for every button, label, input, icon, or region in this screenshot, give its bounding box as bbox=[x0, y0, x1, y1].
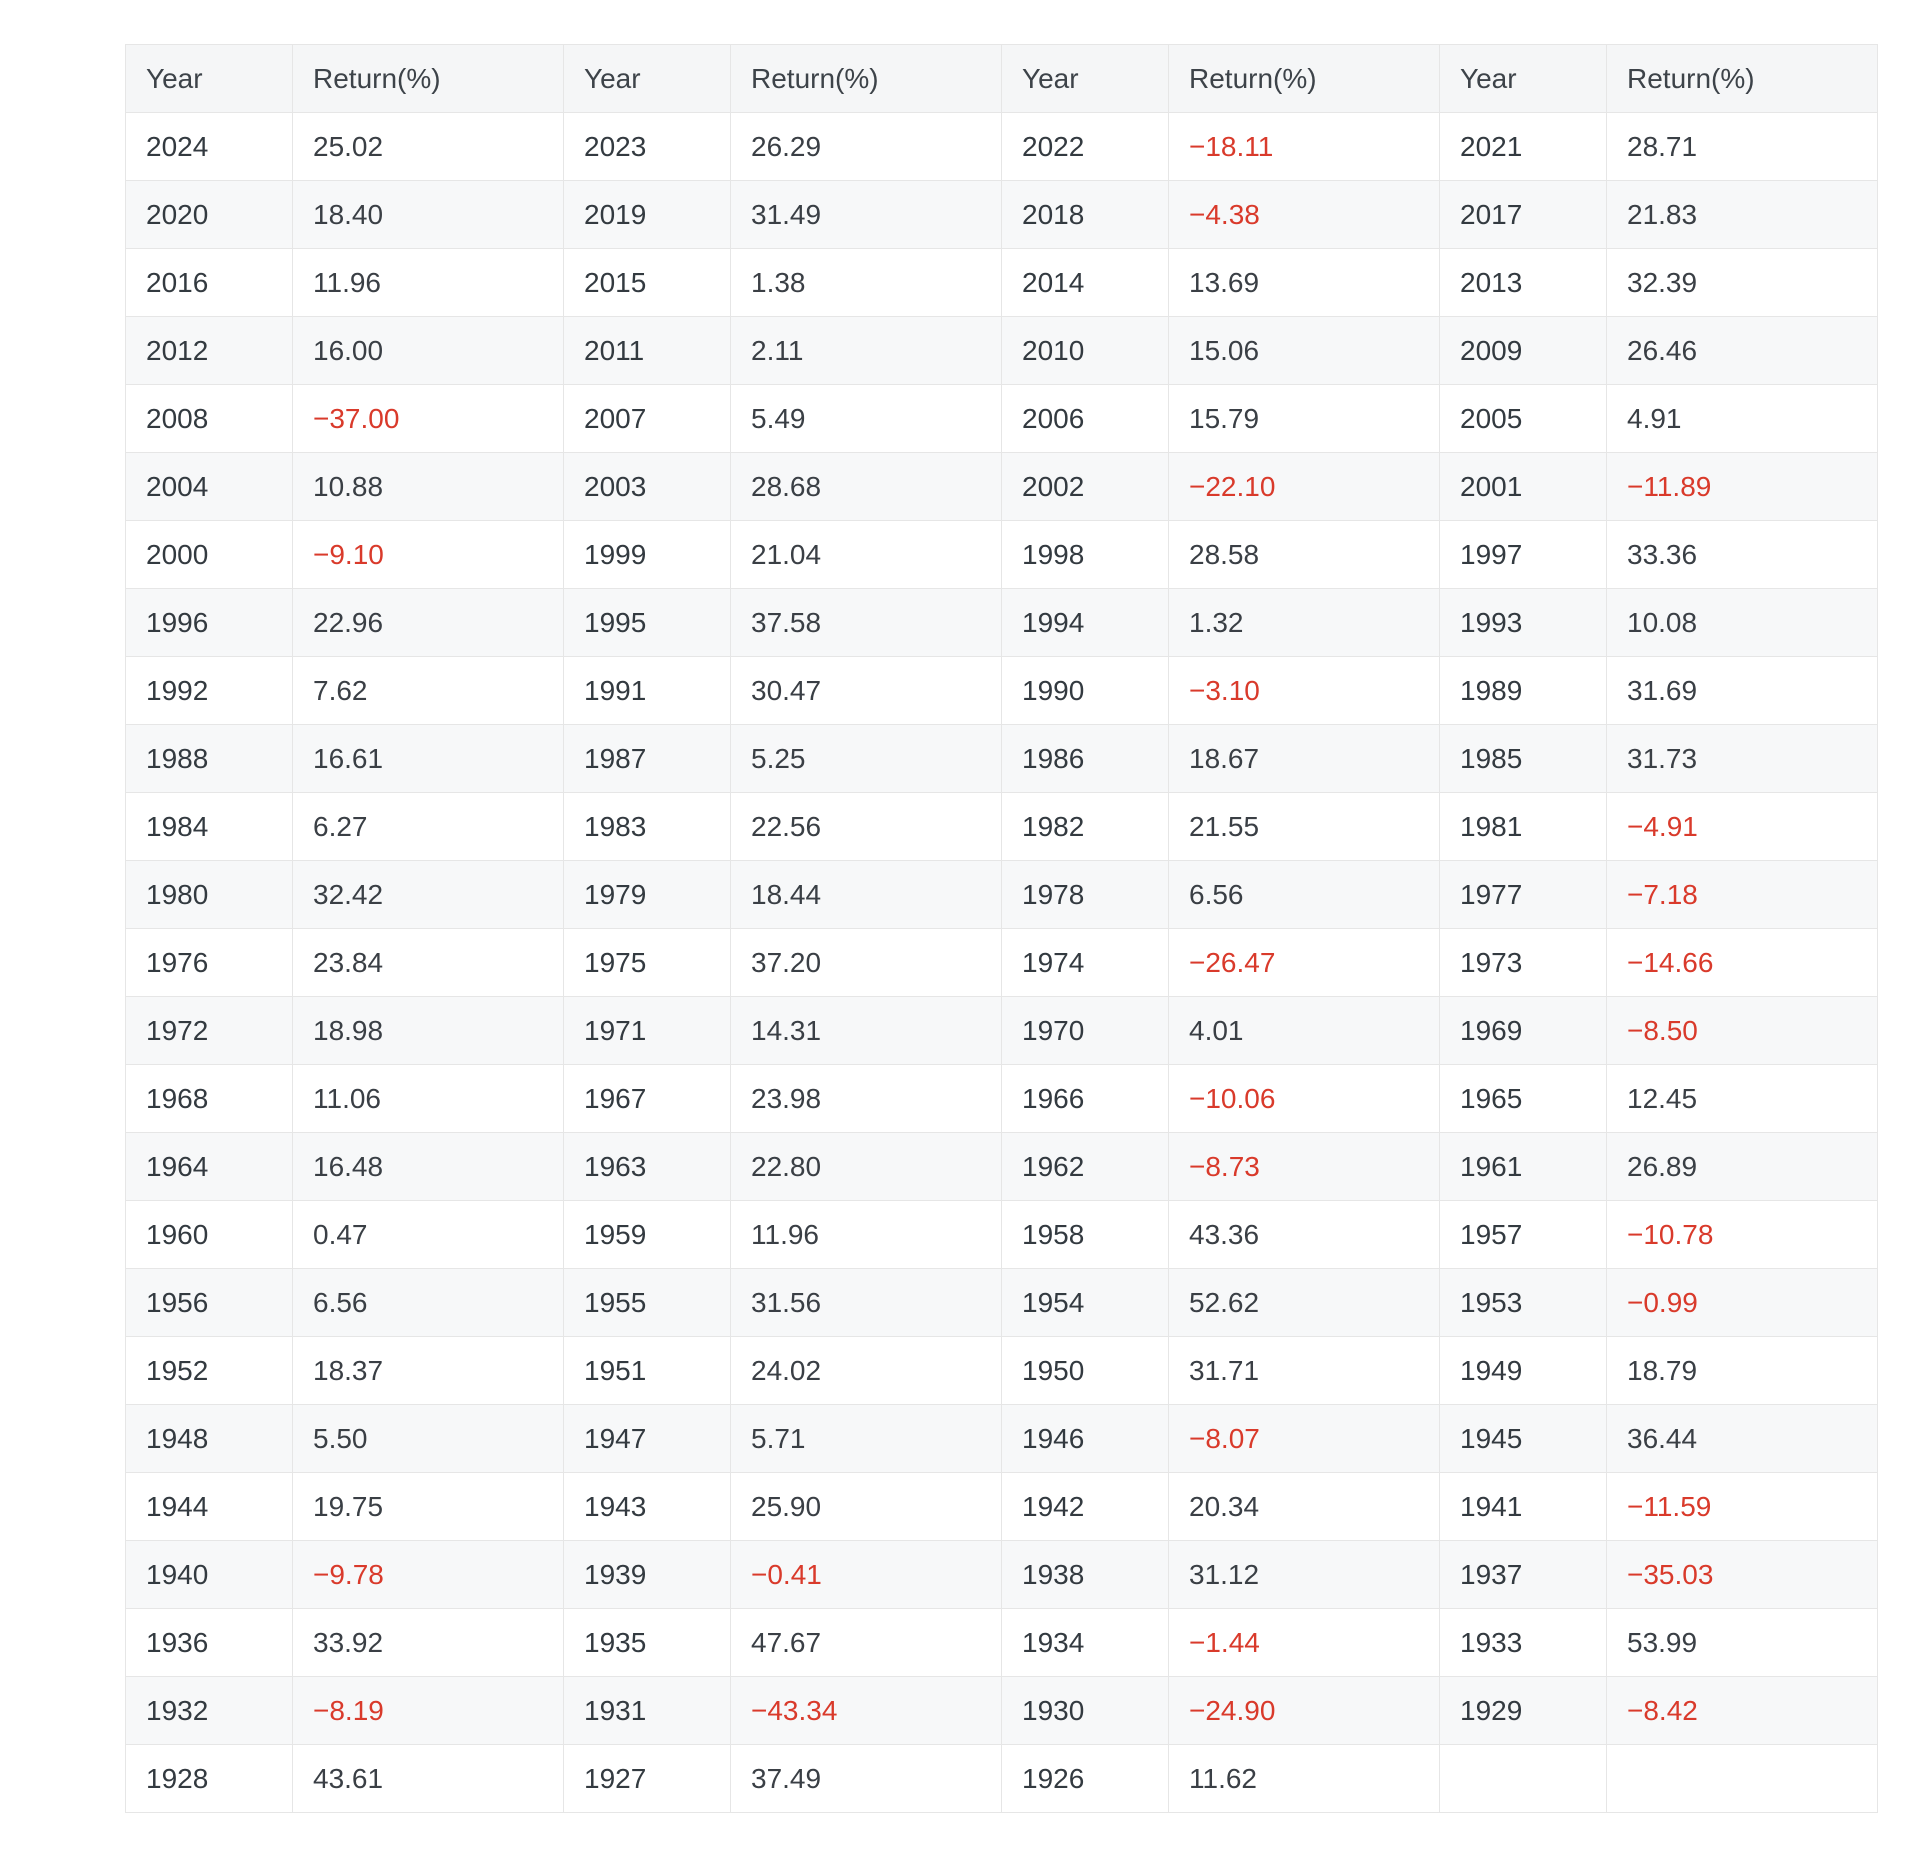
table-row bbox=[126, 1337, 1878, 1405]
return-cell: 37.49 bbox=[731, 1745, 1002, 1813]
return-cell: −9.10 bbox=[293, 521, 564, 589]
return-cell: 11.96 bbox=[293, 249, 564, 317]
header-row bbox=[126, 45, 1878, 113]
table-header bbox=[126, 45, 1878, 113]
return-cell: 31.69 bbox=[1607, 657, 1878, 725]
return-cell: 37.20 bbox=[731, 929, 1002, 997]
year-cell: 1996 bbox=[126, 589, 293, 657]
return-cell: −8.19 bbox=[293, 1677, 564, 1745]
return-cell: −7.18 bbox=[1607, 861, 1878, 929]
return-cell: 15.79 bbox=[1169, 385, 1440, 453]
return-cell: 43.61 bbox=[293, 1745, 564, 1813]
year-cell: 1992 bbox=[126, 657, 293, 725]
year-cell: 2008 bbox=[126, 385, 293, 453]
year-cell: 2024 bbox=[126, 113, 293, 181]
return-cell: 16.61 bbox=[293, 725, 564, 793]
table-row bbox=[126, 1269, 1878, 1337]
year-cell: 2014 bbox=[1002, 249, 1169, 317]
year-cell: 1986 bbox=[1002, 725, 1169, 793]
return-cell: 15.06 bbox=[1169, 317, 1440, 385]
year-cell: 1954 bbox=[1002, 1269, 1169, 1337]
year-cell: 2015 bbox=[564, 249, 731, 317]
return-cell: −43.34 bbox=[731, 1677, 1002, 1745]
header-return-2: Return(%) bbox=[731, 45, 1002, 113]
return-cell: −10.06 bbox=[1169, 1065, 1440, 1133]
year-cell: 1995 bbox=[564, 589, 731, 657]
table-row bbox=[126, 793, 1878, 861]
return-cell: 5.25 bbox=[731, 725, 1002, 793]
return-cell: −9.78 bbox=[293, 1541, 564, 1609]
return-cell: 52.62 bbox=[1169, 1269, 1440, 1337]
table-row bbox=[126, 1405, 1878, 1473]
year-cell: 1944 bbox=[126, 1473, 293, 1541]
table-row bbox=[126, 1133, 1878, 1201]
year-cell: 1931 bbox=[564, 1677, 731, 1745]
year-cell: 1950 bbox=[1002, 1337, 1169, 1405]
return-cell: 26.29 bbox=[731, 113, 1002, 181]
year-cell: 1946 bbox=[1002, 1405, 1169, 1473]
return-cell: −1.44 bbox=[1169, 1609, 1440, 1677]
year-cell: 2007 bbox=[564, 385, 731, 453]
return-cell: 24.02 bbox=[731, 1337, 1002, 1405]
year-cell: 2017 bbox=[1440, 181, 1607, 249]
return-cell: 26.89 bbox=[1607, 1133, 1878, 1201]
year-cell: 1928 bbox=[126, 1745, 293, 1813]
table-row bbox=[126, 1541, 1878, 1609]
return-cell: 2.11 bbox=[731, 317, 1002, 385]
return-cell: 10.08 bbox=[1607, 589, 1878, 657]
table-row bbox=[126, 1201, 1878, 1269]
table-body bbox=[126, 113, 1878, 1813]
table-row bbox=[126, 997, 1878, 1065]
year-cell: 1951 bbox=[564, 1337, 731, 1405]
return-cell: 23.98 bbox=[731, 1065, 1002, 1133]
year-cell: 1987 bbox=[564, 725, 731, 793]
year-cell: 1937 bbox=[1440, 1541, 1607, 1609]
year-cell: 2000 bbox=[126, 521, 293, 589]
return-cell: 33.92 bbox=[293, 1609, 564, 1677]
year-cell: 1974 bbox=[1002, 929, 1169, 997]
return-cell: 19.75 bbox=[293, 1473, 564, 1541]
year-cell: 1926 bbox=[1002, 1745, 1169, 1813]
return-cell: −0.99 bbox=[1607, 1269, 1878, 1337]
return-cell: 11.62 bbox=[1169, 1745, 1440, 1813]
year-cell: 2004 bbox=[126, 453, 293, 521]
return-cell: −4.91 bbox=[1607, 793, 1878, 861]
table-row bbox=[126, 249, 1878, 317]
return-cell: 1.32 bbox=[1169, 589, 1440, 657]
header-return-1: Return(%) bbox=[293, 45, 564, 113]
year-cell: 1971 bbox=[564, 997, 731, 1065]
year-cell: 1972 bbox=[126, 997, 293, 1065]
year-cell: 1993 bbox=[1440, 589, 1607, 657]
return-cell: 53.99 bbox=[1607, 1609, 1878, 1677]
return-cell: 7.62 bbox=[293, 657, 564, 725]
return-cell: −37.00 bbox=[293, 385, 564, 453]
year-cell: 1973 bbox=[1440, 929, 1607, 997]
year-cell: 1949 bbox=[1440, 1337, 1607, 1405]
year-cell: 1981 bbox=[1440, 793, 1607, 861]
year-cell: 1976 bbox=[126, 929, 293, 997]
annual-returns-table bbox=[125, 44, 1878, 1813]
table-row bbox=[126, 1677, 1878, 1745]
table-row bbox=[126, 1745, 1878, 1813]
year-cell: 1979 bbox=[564, 861, 731, 929]
year-cell: 1957 bbox=[1440, 1201, 1607, 1269]
return-cell: 18.98 bbox=[293, 997, 564, 1065]
year-cell: 1964 bbox=[126, 1133, 293, 1201]
return-cell: 20.34 bbox=[1169, 1473, 1440, 1541]
return-cell: 31.71 bbox=[1169, 1337, 1440, 1405]
year-cell: 2019 bbox=[564, 181, 731, 249]
year-cell: 1968 bbox=[126, 1065, 293, 1133]
return-cell: 5.71 bbox=[731, 1405, 1002, 1473]
return-cell: 31.12 bbox=[1169, 1541, 1440, 1609]
return-cell: 1.38 bbox=[731, 249, 1002, 317]
year-cell: 1962 bbox=[1002, 1133, 1169, 1201]
return-cell: 28.58 bbox=[1169, 521, 1440, 589]
return-cell: 21.04 bbox=[731, 521, 1002, 589]
year-cell: 2005 bbox=[1440, 385, 1607, 453]
year-cell: 1934 bbox=[1002, 1609, 1169, 1677]
table-row bbox=[126, 861, 1878, 929]
year-cell: 1933 bbox=[1440, 1609, 1607, 1677]
year-cell: 1994 bbox=[1002, 589, 1169, 657]
return-cell: −35.03 bbox=[1607, 1541, 1878, 1609]
year-cell: 2023 bbox=[564, 113, 731, 181]
header-return-4: Return(%) bbox=[1607, 45, 1878, 113]
year-cell: 1961 bbox=[1440, 1133, 1607, 1201]
year-cell: 1936 bbox=[126, 1609, 293, 1677]
year-cell: 2018 bbox=[1002, 181, 1169, 249]
return-cell: −0.41 bbox=[731, 1541, 1002, 1609]
return-cell: 11.06 bbox=[293, 1065, 564, 1133]
year-cell: 1930 bbox=[1002, 1677, 1169, 1745]
return-cell: 18.67 bbox=[1169, 725, 1440, 793]
year-cell: 1983 bbox=[564, 793, 731, 861]
header-year-3: Year bbox=[1002, 45, 1169, 113]
year-cell: 2006 bbox=[1002, 385, 1169, 453]
year-cell: 2003 bbox=[564, 453, 731, 521]
year-cell: 1978 bbox=[1002, 861, 1169, 929]
return-cell: 31.73 bbox=[1607, 725, 1878, 793]
return-cell: 43.36 bbox=[1169, 1201, 1440, 1269]
year-cell: 1941 bbox=[1440, 1473, 1607, 1541]
return-cell: −4.38 bbox=[1169, 181, 1440, 249]
year-cell: 1963 bbox=[564, 1133, 731, 1201]
year-cell: 2011 bbox=[564, 317, 731, 385]
year-cell: 1969 bbox=[1440, 997, 1607, 1065]
table-row bbox=[126, 1609, 1878, 1677]
year-cell bbox=[1440, 1745, 1607, 1813]
return-cell: 4.01 bbox=[1169, 997, 1440, 1065]
year-cell: 1947 bbox=[564, 1405, 731, 1473]
table-row bbox=[126, 181, 1878, 249]
return-cell: 47.67 bbox=[731, 1609, 1002, 1677]
year-cell: 1940 bbox=[126, 1541, 293, 1609]
year-cell: 1956 bbox=[126, 1269, 293, 1337]
return-cell: 28.68 bbox=[731, 453, 1002, 521]
return-cell: 30.47 bbox=[731, 657, 1002, 725]
return-cell: 13.69 bbox=[1169, 249, 1440, 317]
return-cell: 16.48 bbox=[293, 1133, 564, 1201]
year-cell: 1966 bbox=[1002, 1065, 1169, 1133]
year-cell: 1952 bbox=[126, 1337, 293, 1405]
table-row bbox=[126, 657, 1878, 725]
return-cell: 11.96 bbox=[731, 1201, 1002, 1269]
header-year-1: Year bbox=[126, 45, 293, 113]
return-cell: 6.27 bbox=[293, 793, 564, 861]
year-cell: 1989 bbox=[1440, 657, 1607, 725]
year-cell: 1991 bbox=[564, 657, 731, 725]
year-cell: 1998 bbox=[1002, 521, 1169, 589]
table-row bbox=[126, 929, 1878, 997]
year-cell: 1935 bbox=[564, 1609, 731, 1677]
table-row bbox=[126, 521, 1878, 589]
year-cell: 2010 bbox=[1002, 317, 1169, 385]
year-cell: 1938 bbox=[1002, 1541, 1169, 1609]
return-cell: −8.42 bbox=[1607, 1677, 1878, 1745]
return-cell: 18.79 bbox=[1607, 1337, 1878, 1405]
return-cell: 37.58 bbox=[731, 589, 1002, 657]
return-cell: −8.73 bbox=[1169, 1133, 1440, 1201]
return-cell: 22.56 bbox=[731, 793, 1002, 861]
return-cell: 22.80 bbox=[731, 1133, 1002, 1201]
year-cell: 1977 bbox=[1440, 861, 1607, 929]
table-row bbox=[126, 453, 1878, 521]
year-cell: 1948 bbox=[126, 1405, 293, 1473]
table-row bbox=[126, 1473, 1878, 1541]
table-row bbox=[126, 1065, 1878, 1133]
year-cell: 1953 bbox=[1440, 1269, 1607, 1337]
return-cell: 28.71 bbox=[1607, 113, 1878, 181]
return-cell: 26.46 bbox=[1607, 317, 1878, 385]
year-cell: 1958 bbox=[1002, 1201, 1169, 1269]
year-cell: 1965 bbox=[1440, 1065, 1607, 1133]
return-cell: 21.55 bbox=[1169, 793, 1440, 861]
year-cell: 2002 bbox=[1002, 453, 1169, 521]
year-cell: 1988 bbox=[126, 725, 293, 793]
return-cell: 12.45 bbox=[1607, 1065, 1878, 1133]
year-cell: 1999 bbox=[564, 521, 731, 589]
year-cell: 1927 bbox=[564, 1745, 731, 1813]
header-return-3: Return(%) bbox=[1169, 45, 1440, 113]
return-cell: 14.31 bbox=[731, 997, 1002, 1065]
year-cell: 1970 bbox=[1002, 997, 1169, 1065]
table-row bbox=[126, 589, 1878, 657]
year-cell: 2022 bbox=[1002, 113, 1169, 181]
return-cell: 18.37 bbox=[293, 1337, 564, 1405]
return-cell: 21.83 bbox=[1607, 181, 1878, 249]
return-cell: −11.89 bbox=[1607, 453, 1878, 521]
return-cell: −26.47 bbox=[1169, 929, 1440, 997]
return-cell: −14.66 bbox=[1607, 929, 1878, 997]
return-cell: 5.50 bbox=[293, 1405, 564, 1473]
year-cell: 1945 bbox=[1440, 1405, 1607, 1473]
return-cell: −10.78 bbox=[1607, 1201, 1878, 1269]
year-cell: 1942 bbox=[1002, 1473, 1169, 1541]
return-cell: 6.56 bbox=[293, 1269, 564, 1337]
year-cell: 2021 bbox=[1440, 113, 1607, 181]
return-cell: −3.10 bbox=[1169, 657, 1440, 725]
return-cell: 4.91 bbox=[1607, 385, 1878, 453]
year-cell: 1959 bbox=[564, 1201, 731, 1269]
return-cell: 5.49 bbox=[731, 385, 1002, 453]
header-year-4: Year bbox=[1440, 45, 1607, 113]
year-cell: 2020 bbox=[126, 181, 293, 249]
return-cell: 10.88 bbox=[293, 453, 564, 521]
return-cell: 33.36 bbox=[1607, 521, 1878, 589]
year-cell: 1984 bbox=[126, 793, 293, 861]
year-cell: 2016 bbox=[126, 249, 293, 317]
year-cell: 1990 bbox=[1002, 657, 1169, 725]
return-cell: 31.49 bbox=[731, 181, 1002, 249]
table-row bbox=[126, 725, 1878, 793]
return-cell: 22.96 bbox=[293, 589, 564, 657]
year-cell: 2012 bbox=[126, 317, 293, 385]
return-cell: 31.56 bbox=[731, 1269, 1002, 1337]
return-cell: 6.56 bbox=[1169, 861, 1440, 929]
return-cell: 18.40 bbox=[293, 181, 564, 249]
year-cell: 2009 bbox=[1440, 317, 1607, 385]
return-cell: −22.10 bbox=[1169, 453, 1440, 521]
return-cell: −18.11 bbox=[1169, 113, 1440, 181]
return-cell: 25.02 bbox=[293, 113, 564, 181]
return-cell: 23.84 bbox=[293, 929, 564, 997]
year-cell: 1943 bbox=[564, 1473, 731, 1541]
year-cell: 1975 bbox=[564, 929, 731, 997]
year-cell: 1929 bbox=[1440, 1677, 1607, 1745]
year-cell: 1982 bbox=[1002, 793, 1169, 861]
table-row bbox=[126, 113, 1878, 181]
return-cell: 25.90 bbox=[731, 1473, 1002, 1541]
year-cell: 1985 bbox=[1440, 725, 1607, 793]
returns-table-container bbox=[125, 44, 1877, 1813]
return-cell: 0.47 bbox=[293, 1201, 564, 1269]
return-cell: 32.42 bbox=[293, 861, 564, 929]
year-cell: 1980 bbox=[126, 861, 293, 929]
return-cell bbox=[1607, 1745, 1878, 1813]
year-cell: 2001 bbox=[1440, 453, 1607, 521]
year-cell: 1960 bbox=[126, 1201, 293, 1269]
return-cell: 36.44 bbox=[1607, 1405, 1878, 1473]
return-cell: −8.07 bbox=[1169, 1405, 1440, 1473]
year-cell: 1955 bbox=[564, 1269, 731, 1337]
year-cell: 1997 bbox=[1440, 521, 1607, 589]
return-cell: 18.44 bbox=[731, 861, 1002, 929]
return-cell: −24.90 bbox=[1169, 1677, 1440, 1745]
return-cell: 32.39 bbox=[1607, 249, 1878, 317]
table-row bbox=[126, 317, 1878, 385]
return-cell: −8.50 bbox=[1607, 997, 1878, 1065]
year-cell: 1967 bbox=[564, 1065, 731, 1133]
header-year-2: Year bbox=[564, 45, 731, 113]
year-cell: 1939 bbox=[564, 1541, 731, 1609]
year-cell: 1932 bbox=[126, 1677, 293, 1745]
year-cell: 2013 bbox=[1440, 249, 1607, 317]
return-cell: −11.59 bbox=[1607, 1473, 1878, 1541]
return-cell: 16.00 bbox=[293, 317, 564, 385]
table-row bbox=[126, 385, 1878, 453]
